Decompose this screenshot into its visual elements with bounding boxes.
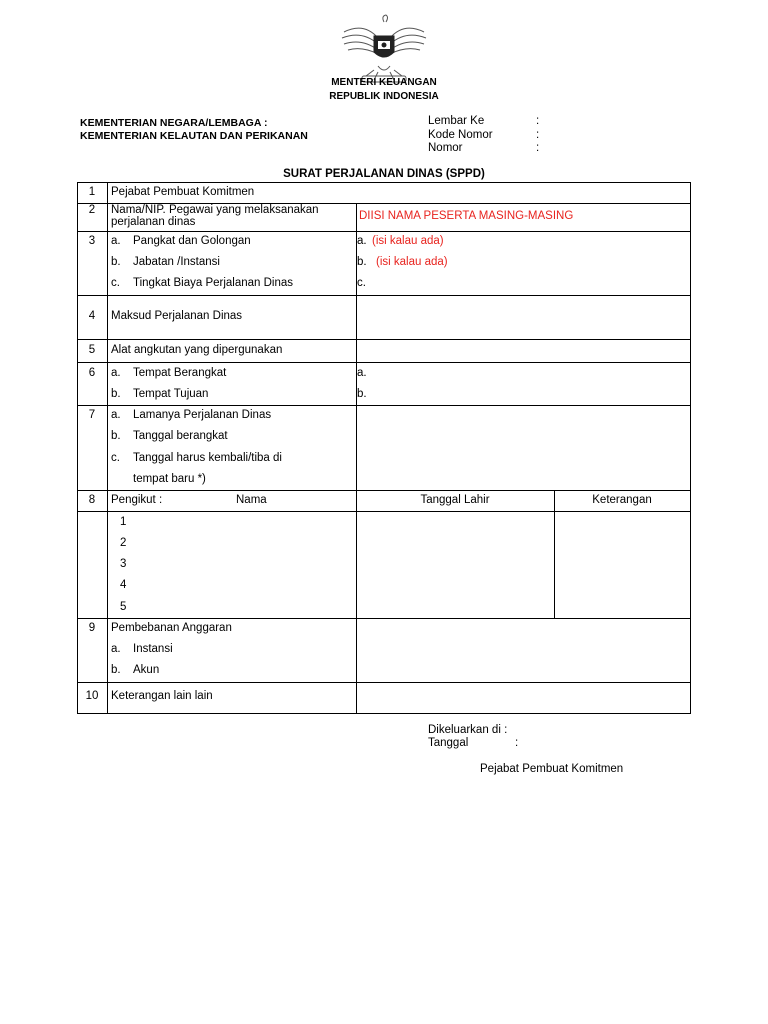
row-number: 9: [88, 622, 96, 634]
row-number: 4: [88, 310, 96, 322]
kode-colon: :: [536, 129, 540, 141]
sub-letter: a.: [111, 643, 121, 655]
row-label: perjalanan dinas: [111, 216, 196, 228]
sub-letter: a.: [111, 367, 121, 379]
position-value[interactable]: (isi kalau ada): [376, 256, 448, 268]
sub-letter: b.: [111, 256, 121, 268]
ministry-heading: MENTERI KEUANGAN: [331, 77, 437, 88]
grid-line: [77, 713, 691, 714]
republic-heading: REPUBLIK INDONESIA: [329, 91, 439, 102]
sub-letter: a.: [357, 367, 367, 379]
sub-letter: b.: [111, 430, 121, 442]
sub-letter: b.: [111, 388, 121, 400]
row-label: Pembebanan Anggaran: [111, 622, 232, 634]
document-title: SURAT PERJALANAN DINAS (SPPD): [283, 168, 485, 180]
official-signature-label: Pejabat Pembuat Komitmen: [480, 763, 624, 775]
kode-label: Kode Nomor: [428, 129, 493, 141]
column-header-tanggal-lahir: Tanggal Lahir: [420, 494, 490, 506]
follower-number: 2: [120, 537, 127, 549]
grid-line: [77, 339, 691, 340]
row-label: Tempat Berangkat: [133, 367, 227, 379]
row-label: Instansi: [133, 643, 173, 655]
grid-line: [77, 295, 691, 296]
lembar-label: Lembar Ke: [428, 115, 485, 127]
participant-name-value[interactable]: DIISI NAMA PESERTA MASING-MASING: [359, 210, 574, 222]
sub-letter: b.: [111, 664, 121, 676]
grid-line: [77, 182, 78, 714]
rank-value[interactable]: (isi kalau ada): [372, 235, 444, 247]
date-colon: :: [515, 737, 519, 749]
grid-line: [554, 490, 555, 618]
row-label: Alat angkutan yang dipergunakan: [111, 344, 283, 356]
grid-line: [77, 490, 691, 491]
nomor-colon: :: [536, 142, 540, 154]
row-number: 3: [88, 235, 96, 247]
lembar-colon: :: [536, 115, 540, 127]
row-label: Maksud Perjalanan Dinas: [111, 310, 243, 322]
grid-line: [690, 182, 691, 714]
row-number: 7: [88, 409, 96, 421]
row-label: tempat baru *): [133, 473, 206, 485]
row-label: Tanggal harus kembali/tiba di: [133, 452, 282, 464]
agency-label: KEMENTERIAN NEGARA/LEMBAGA :: [80, 117, 268, 129]
sub-letter: a.: [111, 409, 121, 421]
sub-letter: c.: [357, 277, 366, 289]
row-number: 8: [88, 494, 96, 506]
row-number: 6: [88, 367, 96, 379]
column-header-keterangan: Keterangan: [592, 494, 652, 506]
sub-letter: c.: [111, 452, 120, 464]
sub-letter: b.: [357, 388, 367, 400]
grid-line: [77, 405, 691, 406]
row-number: 10: [85, 690, 99, 702]
row-label: Tempat Tujuan: [133, 388, 209, 400]
date-label: Tanggal: [428, 737, 469, 749]
grid-line: [77, 182, 691, 183]
grid-line: [77, 231, 691, 232]
issued-at-label: Dikeluarkan di :: [428, 724, 508, 736]
row-label: Tingkat Biaya Perjalanan Dinas: [133, 277, 294, 289]
row-label: Nama/NIP. Pegawai yang melaksanakan: [111, 204, 319, 216]
row-label: Jabatan /Instansi: [133, 256, 220, 268]
sub-letter: c.: [111, 277, 120, 289]
sub-letter: a.: [357, 235, 367, 247]
grid-line: [77, 618, 691, 619]
row-number: 5: [88, 344, 96, 356]
column-header-nama: Nama: [236, 494, 267, 506]
grid-line: [77, 682, 691, 683]
grid-line: [107, 182, 108, 714]
row-label: Lamanya Perjalanan Dinas: [133, 409, 272, 421]
garuda-emblem-icon: [338, 14, 430, 84]
row-label: Pangkat dan Golongan: [133, 235, 251, 247]
follower-number: 5: [120, 601, 127, 613]
row-number: 2: [88, 204, 96, 216]
sub-letter: a.: [111, 235, 121, 247]
row-label: Keterangan lain lain: [111, 690, 213, 702]
follower-number: 4: [120, 579, 127, 591]
follower-number: 3: [120, 558, 127, 570]
row-label: Pejabat Pembuat Komitmen: [111, 186, 255, 198]
row-label: Tanggal berangkat: [133, 430, 228, 442]
grid-line: [77, 511, 691, 512]
agency-name: KEMENTERIAN KELAUTAN DAN PERIKANAN: [80, 130, 308, 142]
sub-letter: b.: [357, 256, 367, 268]
row-label: Pengikut :: [111, 494, 163, 506]
row-number: 1: [88, 186, 96, 198]
follower-number: 1: [120, 516, 127, 528]
row-label: Akun: [133, 664, 160, 676]
nomor-label: Nomor: [428, 142, 463, 154]
grid-line: [77, 362, 691, 363]
